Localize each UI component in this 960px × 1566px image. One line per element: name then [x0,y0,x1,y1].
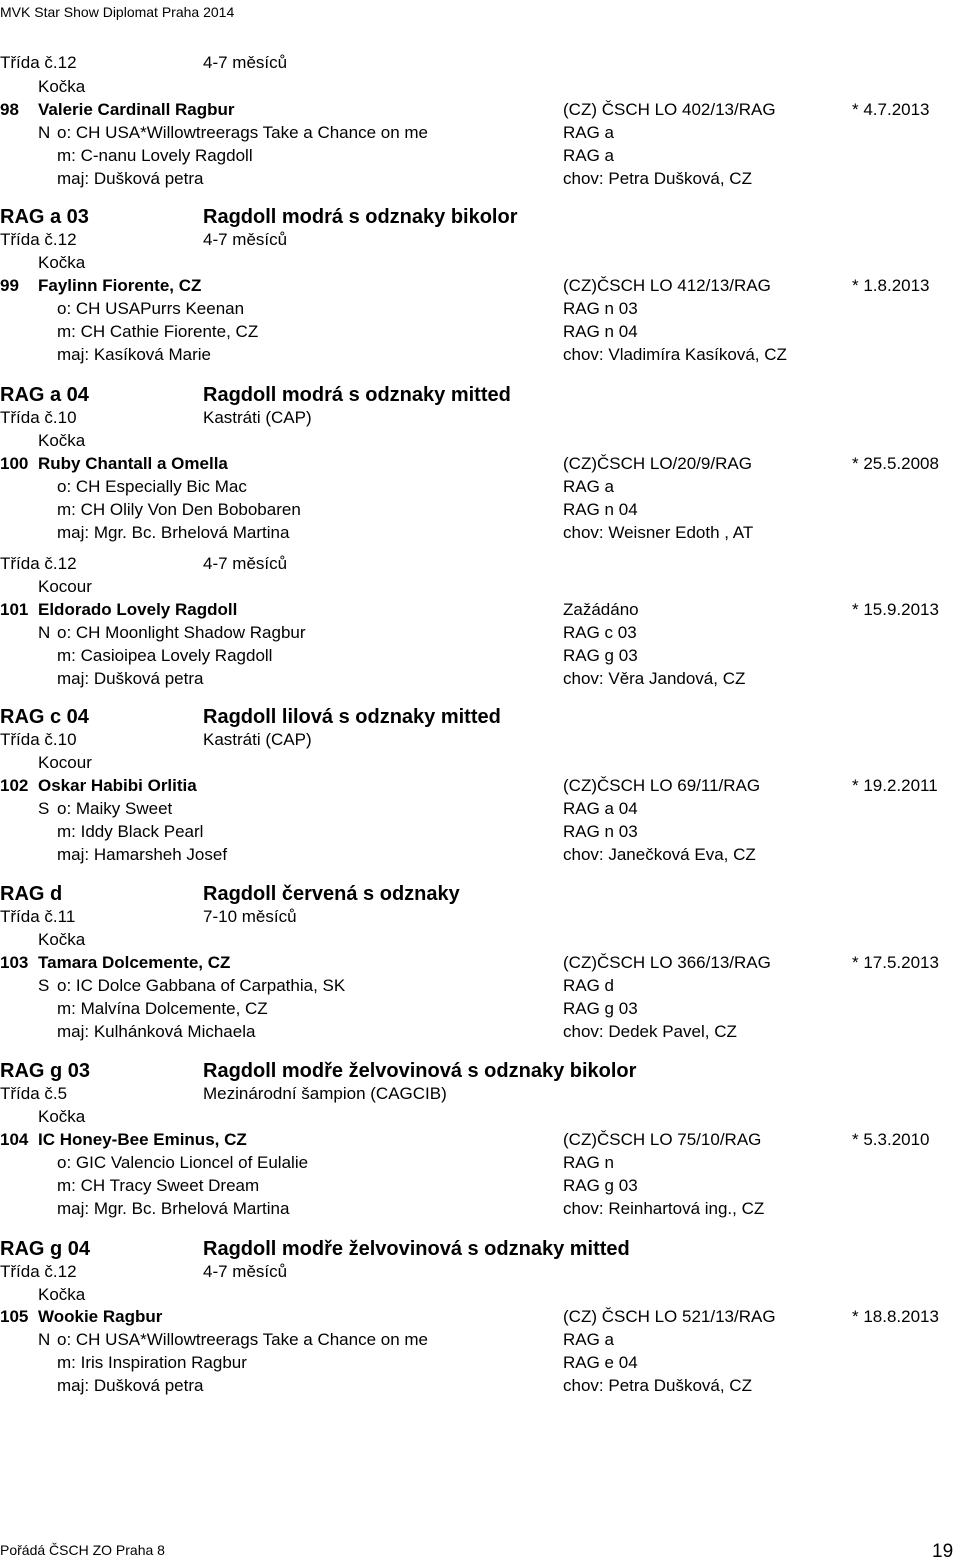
sex-label: Kočka [38,1285,86,1304]
entry-owner: maj: Dušková petra [57,669,204,688]
entry-breeder: chov: Petra Dušková, CZ [563,1376,752,1395]
entry-cat-name: IC Honey-Bee Eminus, CZ [38,1130,247,1149]
entry-breeder: chov: Dedek Pavel, CZ [563,1022,737,1041]
class-description: 7-10 měsíců [203,907,297,926]
class-description: Mezinárodní šampion (CAGCIB) [203,1084,447,1103]
breed-ems-code: RAG g 03 [0,1060,91,1082]
entry-dam: m: Casioipea Lovely Ragdoll [57,646,273,665]
entry-prefix: N [38,1330,51,1349]
breed-name: Ragdoll modře želvovinová s odznaky mitted [203,1238,630,1260]
entry-cat-name: Ruby Chantall a Omella [38,454,228,473]
entry-cat-name: Tamara Dolcemente, CZ [38,953,231,972]
entry-registration: (CZ)ČSCH LO 366/13/RAG [563,953,771,972]
entry-owner: maj: Dušková petra [57,1376,204,1395]
entry-breeder: chov: Vladimíra Kasíková, CZ [563,345,787,364]
entry-birth-date: * 5.3.2010 [852,1130,930,1149]
breed-ems-code: RAG c 04 [0,706,89,728]
entry-dam: m: C-nanu Lovely Ragdoll [57,146,253,165]
entry-cat-name: Faylinn Fiorente, CZ [38,276,202,295]
entry-number: 98 [0,100,19,119]
entry-birth-date: * 15.9.2013 [852,600,939,619]
entry-owner: maj: Dušková petra [57,169,204,188]
entry-sire: o: GIC Valencio Lioncel of Eulalie [57,1153,309,1172]
class-description: 4-7 měsíců [203,554,288,573]
class-label: Třída č.12 [0,230,77,249]
entry-number: 104 [0,1130,29,1149]
entry-number: 100 [0,454,29,473]
entry-dam: m: CH Olily Von Den Bobobaren [57,500,301,519]
footer-organizer: Pořádá ČSCH ZO Praha 8 [0,1542,165,1558]
entry-cat-name: Valerie Cardinall Ragbur [38,100,235,119]
entry-dam-ems: RAG n 04 [563,322,638,341]
entry-sire: o: IC Dolce Gabbana of Carpathia, SK [57,976,346,995]
class-label: Třída č.10 [0,408,77,427]
entry-dam: m: CH Tracy Sweet Dream [57,1176,260,1195]
class-label: Třída č.12 [0,554,77,573]
class-description: Kastráti (CAP) [203,408,312,427]
entry-number: 102 [0,776,29,795]
sex-label: Kočka [38,77,86,96]
entry-dam: m: Iris Inspiration Ragbur [57,1353,247,1372]
class-label: Třída č.12 [0,1262,77,1281]
entry-sire: o: CH USAPurrs Keenan [57,299,245,318]
entry-sire-ems: RAG c 03 [563,623,637,642]
entry-dam-ems: RAG n 03 [563,822,638,841]
entry-prefix: S [38,799,50,818]
entry-dam-ems: RAG e 04 [563,1353,638,1372]
entry-number: 105 [0,1307,29,1326]
entry-registration: (CZ)ČSCH LO 75/10/RAG [563,1130,762,1149]
entry-owner: maj: Mgr. Bc. Brhelová Martina [57,523,290,542]
class-label: Třída č.5 [0,1084,68,1103]
entry-dam-ems: RAG g 03 [563,646,638,665]
entry-owner: maj: Kasíková Marie [57,345,211,364]
class-label: Třída č.12 [0,53,77,72]
entry-prefix: N [38,123,51,142]
entry-breeder: chov: Věra Jandová, CZ [563,669,746,688]
entry-sire: o: CH USA*Willowtreerags Take a Chance on me [57,1330,429,1349]
entry-registration: (CZ)ČSCH LO 412/13/RAG [563,276,771,295]
entry-sire-ems: RAG a [563,123,615,142]
entry-owner: maj: Hamarsheh Josef [57,845,228,864]
sex-label: Kocour [38,577,92,596]
entry-prefix: S [38,976,50,995]
class-description: Kastráti (CAP) [203,730,312,749]
entry-birth-date: * 1.8.2013 [852,276,930,295]
entry-dam: m: Malvína Dolcemente, CZ [57,999,268,1018]
entry-birth-date: * 19.2.2011 [852,776,938,795]
entry-number: 99 [0,276,19,295]
entry-dam-ems: RAG a [563,146,615,165]
breed-name: Ragdoll modrá s odznaky mitted [203,384,511,406]
breed-ems-code: RAG g 04 [0,1238,91,1260]
page-number: 19 [932,1541,954,1562]
breed-name: Ragdoll lilová s odznaky mitted [203,706,501,728]
entry-number: 101 [0,600,29,619]
entry-sire-ems: RAG d [563,976,615,995]
entry-birth-date: * 18.8.2013 [852,1307,939,1326]
entry-dam: m: CH Cathie Fiorente, CZ [57,322,259,341]
breed-name: Ragdoll modrá s odznaky bikolor [203,206,518,228]
entry-registration: (CZ) ČSCH LO 402/13/RAG [563,100,776,119]
entry-sire-ems: RAG a [563,477,615,496]
entry-sire: o: CH Moonlight Shadow Ragbur [57,623,306,642]
entry-breeder: chov: Weisner Edoth , AT [563,523,754,542]
entry-owner: maj: Kulhánková Michaela [57,1022,256,1041]
class-description: 4-7 měsíců [203,53,288,72]
breed-ems-code: RAG a 03 [0,206,89,228]
entry-breeder: chov: Petra Dušková, CZ [563,169,752,188]
entry-sire: o: CH Especially Bic Mac [57,477,247,496]
breed-name: Ragdoll modře želvovinová s odznaky bikolor [203,1060,637,1082]
entry-prefix: N [38,623,51,642]
entry-sire: o: CH USA*Willowtreerags Take a Chance on me [57,123,429,142]
breed-ems-code: RAG d [0,883,63,905]
entry-birth-date: * 25.5.2008 [852,454,939,473]
entry-owner: maj: Mgr. Bc. Brhelová Martina [57,1199,290,1218]
entry-breeder: chov: Reinhartová ing., CZ [563,1199,765,1218]
sex-label: Kocour [38,753,92,772]
sex-label: Kočka [38,253,86,272]
entry-breeder: chov: Janečková Eva, CZ [563,845,756,864]
entry-dam-ems: RAG g 03 [563,999,638,1018]
entry-cat-name: Oskar Habibi Orlitia [38,776,197,795]
entry-registration: (CZ)ČSCH LO/20/9/RAG [563,454,752,473]
entry-cat-name: Wookie Ragbur [38,1307,163,1326]
entry-number: 103 [0,953,29,972]
entry-registration: (CZ) ČSCH LO 521/13/RAG [563,1307,776,1326]
breed-ems-code: RAG a 04 [0,384,89,406]
sex-label: Kočka [38,1107,86,1126]
entry-sire: o: Maiky Sweet [57,799,173,818]
entry-dam: m: Iddy Black Pearl [57,822,204,841]
entry-registration: (CZ)ČSCH LO 69/11/RAG [563,776,761,795]
entry-sire-ems: RAG n [563,1153,615,1172]
entry-sire-ems: RAG n 03 [563,299,638,318]
entry-dam-ems: RAG n 04 [563,500,638,519]
class-description: 4-7 měsíců [203,230,288,249]
entry-sire-ems: RAG a 04 [563,799,638,818]
class-label: Třída č.11 [0,907,76,926]
class-description: 4-7 měsíců [203,1262,288,1281]
entry-birth-date: * 4.7.2013 [852,100,930,119]
sex-label: Kočka [38,930,86,949]
class-label: Třída č.10 [0,730,77,749]
breed-name: Ragdoll červená s odznaky [203,883,460,905]
entry-dam-ems: RAG g 03 [563,1176,638,1195]
sex-label: Kočka [38,431,86,450]
entry-birth-date: * 17.5.2013 [852,953,939,972]
entry-cat-name: Eldorado Lovely Ragdoll [38,600,238,619]
page-header-title: MVK Star Show Diplomat Praha 2014 [0,4,235,20]
entry-registration: Zažádáno [563,600,639,619]
entry-sire-ems: RAG a [563,1330,615,1349]
